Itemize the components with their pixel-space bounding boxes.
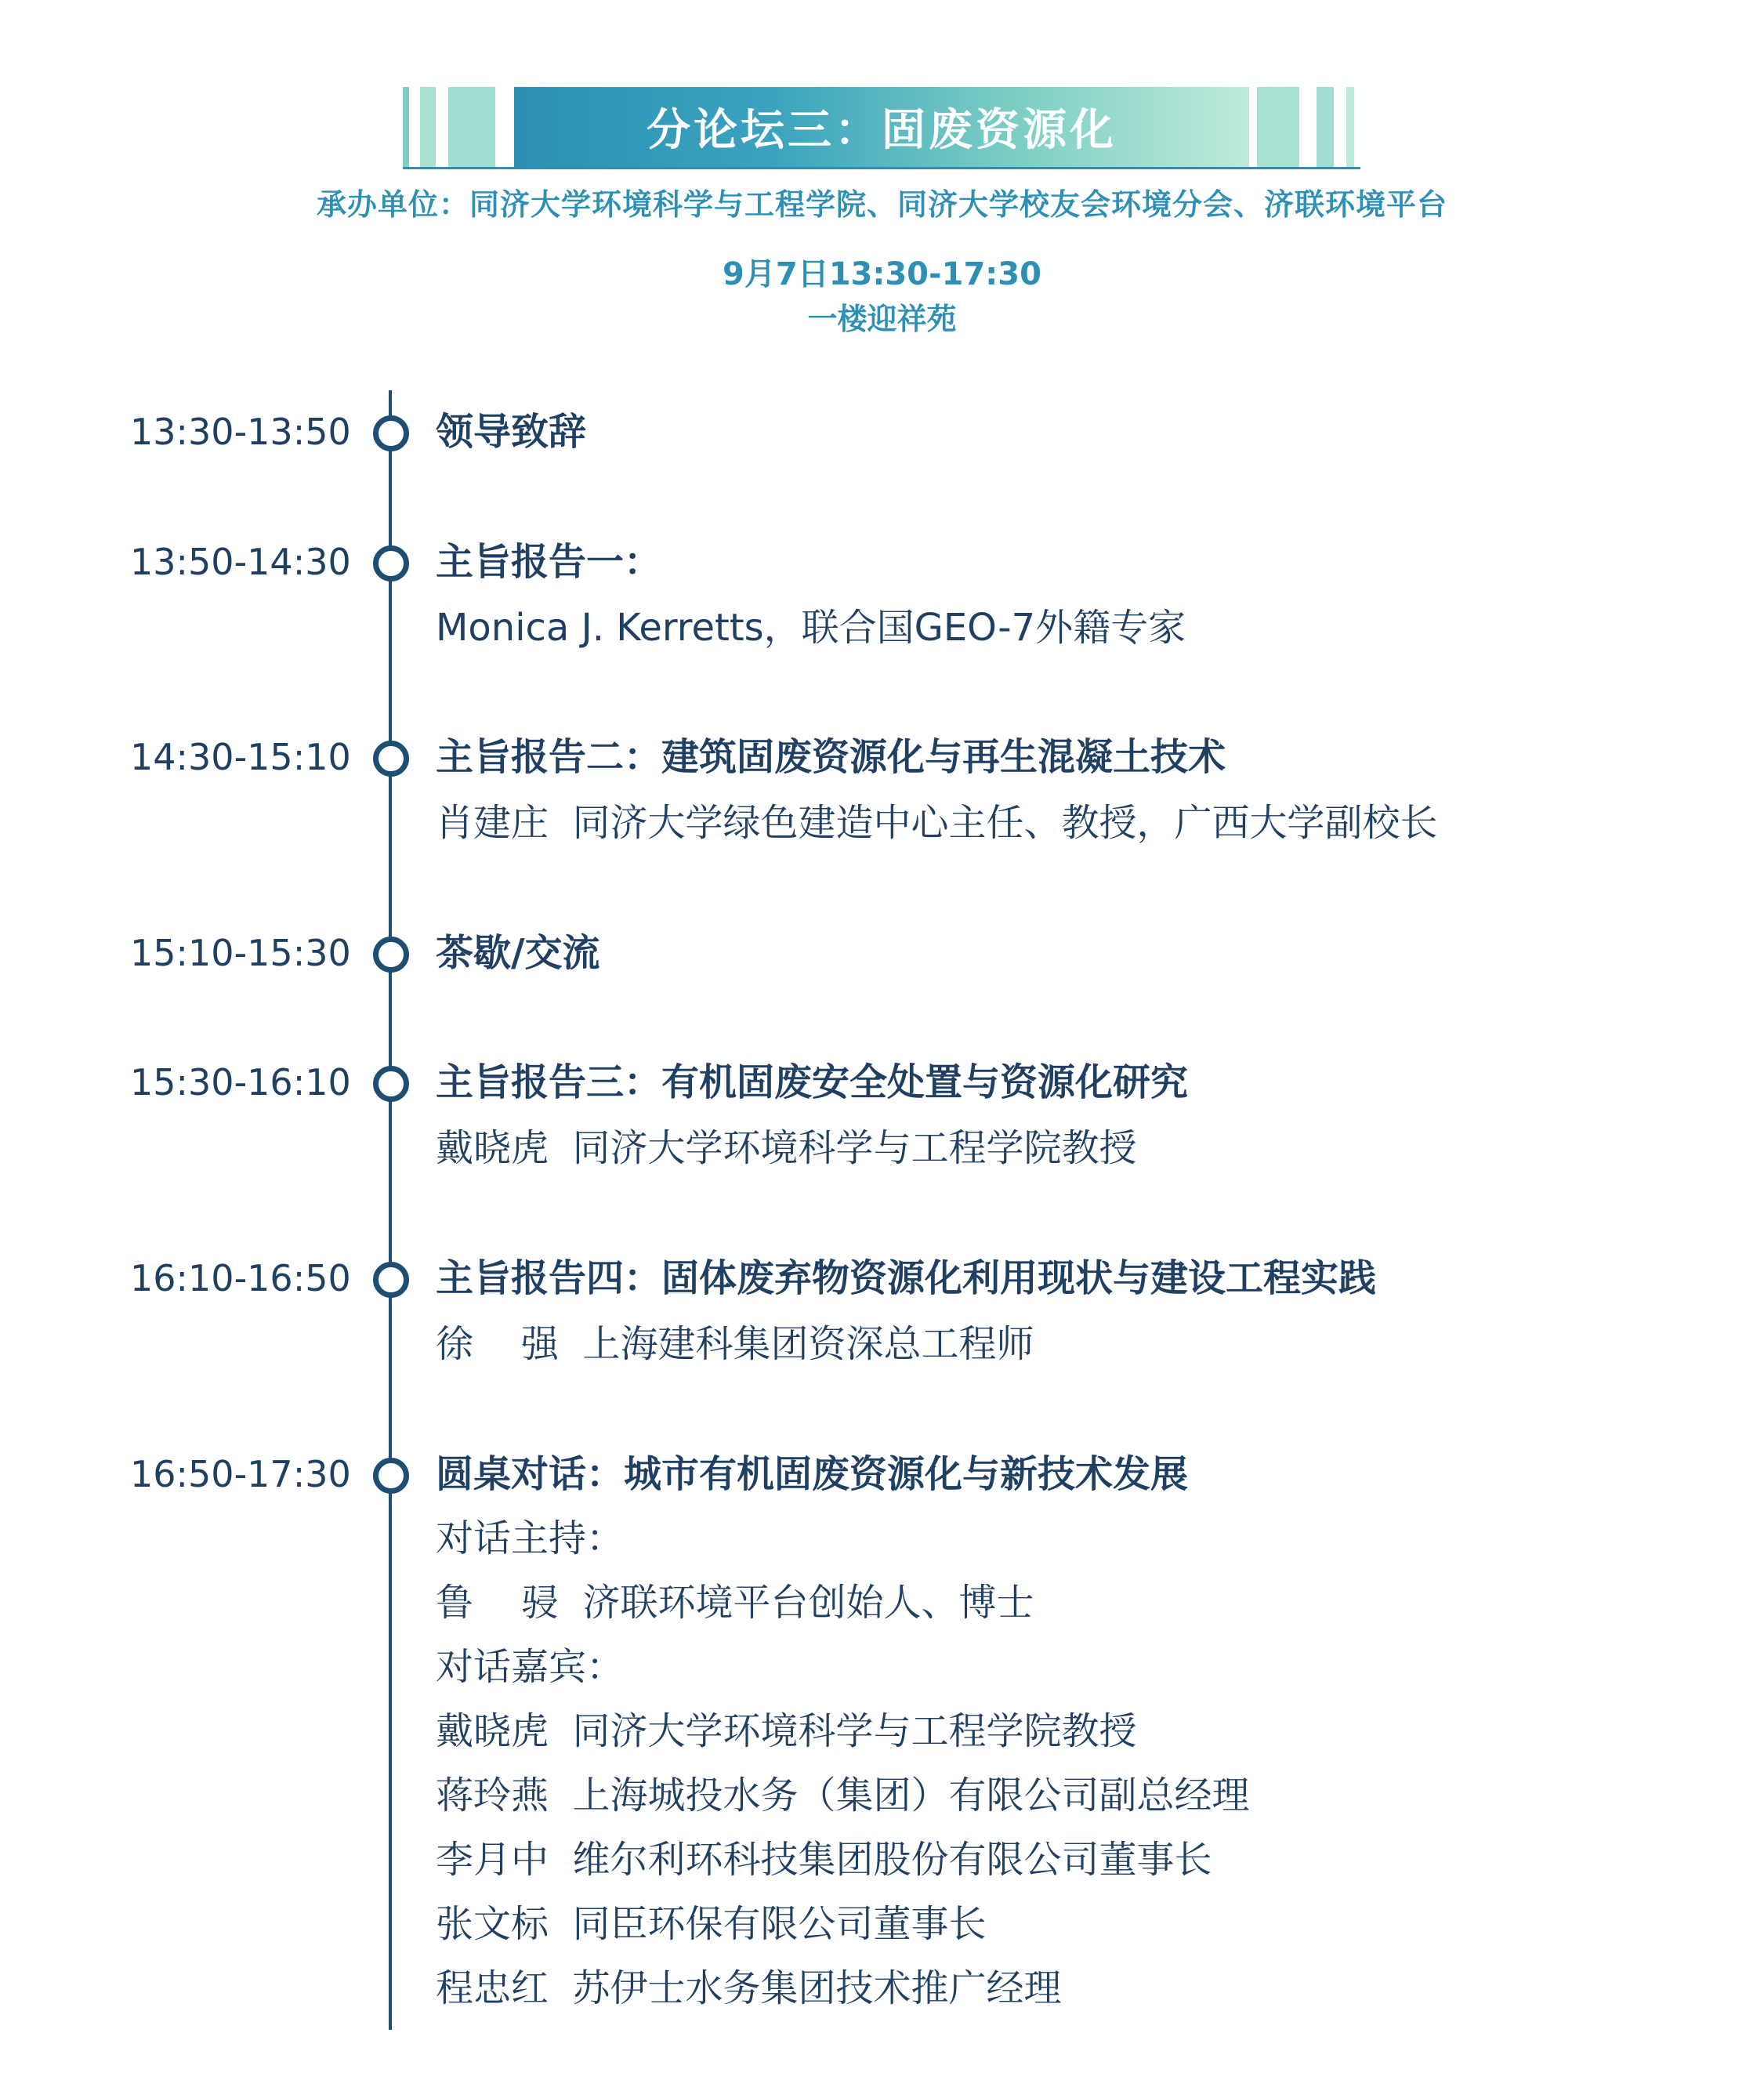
speaker-line: 戴晓虎 同济大学环境科学与工程学院教授 [436,1709,1137,1753]
agenda-time: 14:30-15:10 [130,736,351,778]
banner-stripe-left-3 [448,87,495,167]
banner-main-bar [514,87,1249,167]
agenda-content [436,409,1721,455]
host-label: 对话主持： [436,1516,625,1560]
banner-stripe-right-3 [1346,87,1354,167]
speaker-line: 徐 强 上海建科集团资深总工程师 [436,1322,1034,1366]
guests-label: 对话嘉宾： [436,1645,625,1689]
timeline-node-icon [373,937,409,973]
banner-stripe-right-2 [1317,87,1334,167]
organizer-text: 承办单位：同济大学环境科学与工程学院、同济大学校友会环境分会、济联环境平台 [316,187,1447,222]
agenda-time: 15:30-16:10 [130,1061,351,1103]
agenda-title: 主旨报告一： [436,540,662,584]
speaker-line: 肖建庄 同济大学绿色建造中心主任、教授，广西大学副校长 [436,801,1438,845]
agenda-title: 圆桌对话：城市有机固废资源化与新技术发展 [436,1452,1189,1496]
page-title: 分论坛三：固废资源化 [647,105,1117,156]
timeline-node-icon [373,1066,409,1102]
agenda-time: 16:10-16:50 [130,1257,351,1299]
event-date-time: 9月7日13:30-17:30 [723,256,1041,292]
agenda-title: 领导致辞 [436,410,587,454]
banner-stripe-left-1 [403,87,409,167]
agenda-title: 主旨报告四：固体废弃物资源化利用现状与建设工程实践 [436,1256,1377,1300]
agenda-title: 茶歇/交流 [436,931,600,975]
banner-stripe-right-1 [1257,87,1299,167]
agenda-content [436,1256,1721,1367]
timeline-node-icon [373,1458,409,1494]
agenda-content [436,734,1721,846]
agenda-time: 13:50-14:30 [130,541,351,583]
speaker-line: 戴晓虎 同济大学环境科学与工程学院教授 [436,1126,1137,1170]
speaker-line: 张文标 同臣环保有限公司董事长 [436,1902,987,1946]
speaker-line: 程忠红 苏伊士水务集团技术推广经理 [436,1966,1062,2010]
speaker-line: 鲁 骎 济联环境平台创始人、博士 [436,1581,1034,1625]
banner-stripe-left-2 [420,87,436,167]
agenda-content [436,1451,1721,2011]
event-venue: 一楼迎祥苑 [807,302,957,336]
timeline-node-icon [373,741,409,777]
banner-underline [403,167,1360,169]
speaker-line: 蒋玲燕 上海城投水务（集团）有限公司副总经理 [436,1774,1250,1817]
timeline-node-icon [373,545,409,582]
speaker-line: Monica J. Kerretts，联合国GEO-7外籍专家 [436,606,1186,650]
agenda-time: 16:50-17:30 [130,1453,351,1495]
title-banner [403,87,1360,169]
agenda-title: 主旨报告二：建筑固废资源化与再生混凝土技术 [436,735,1226,779]
agenda-content [436,1060,1721,1171]
timeline-node-icon [373,415,409,451]
agenda-content [436,539,1721,650]
speaker-line: 李月中 维尔利环科技集团股份有限公司董事长 [436,1838,1212,1882]
timeline-node-icon [373,1262,409,1298]
agenda-title: 主旨报告三：有机固废安全处置与资源化研究 [436,1060,1189,1104]
timeline-line [389,390,392,2030]
agenda-time: 15:10-15:30 [130,932,351,974]
agenda-content [436,930,1721,976]
agenda-time: 13:30-13:50 [130,411,351,453]
